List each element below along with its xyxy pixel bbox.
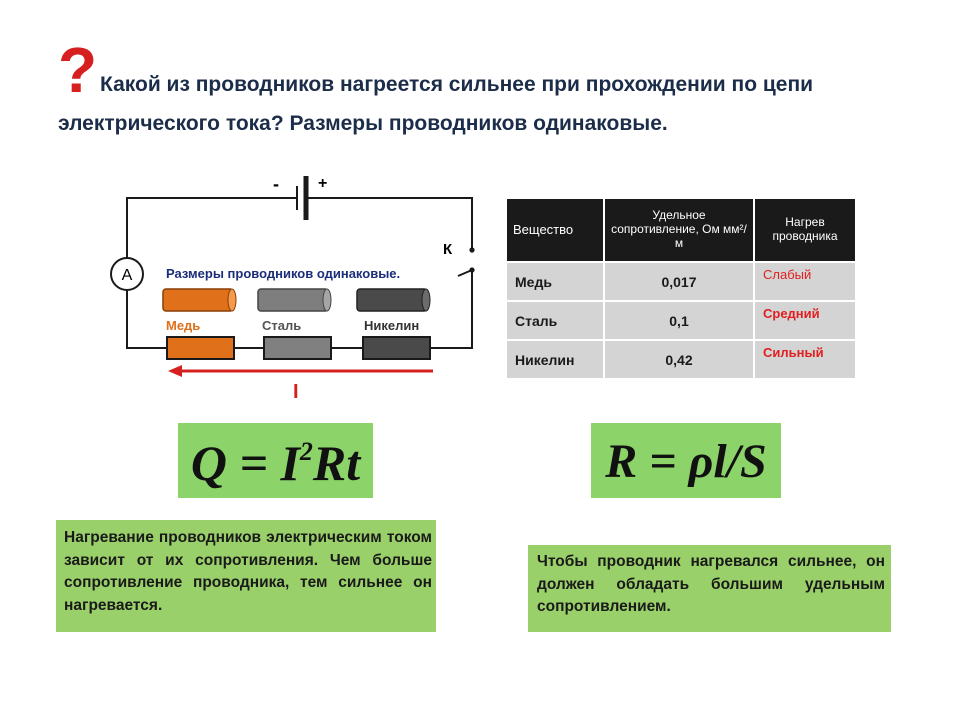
question-line-2: электрического тока? Размеры проводников одинаковые. [58, 112, 668, 135]
current-label: I [293, 381, 299, 403]
sample-nickeline-rod [357, 289, 430, 311]
battery-minus-label: - [273, 174, 279, 194]
note-right: Чтобы проводник нагревался сильнее, он должен обладать большим удельным сопротивлением. [537, 553, 885, 615]
table-header-row [507, 199, 855, 261]
cell-resistivity: 0,42 [605, 341, 753, 378]
cell-substance: Никелин [507, 341, 603, 378]
cell-resistivity: 0,1 [605, 302, 753, 339]
label-nickeline: Никелин [364, 318, 420, 333]
cell-substance: Медь [507, 263, 603, 300]
battery-plus-label: + [318, 175, 328, 192]
label-steel: Сталь [262, 318, 302, 333]
joule-formula-lhs: Q = I [190, 435, 300, 491]
circuit-svg [100, 170, 480, 410]
joule-formula [178, 423, 373, 498]
wire-bottom-left [127, 290, 167, 348]
table-row [507, 263, 855, 300]
header-substance: Вещество [507, 199, 603, 261]
sample-steel-rod [258, 289, 331, 311]
joule-formula-exponent: 2 [299, 437, 313, 466]
wire-bottom-right [431, 270, 472, 348]
header-heating: Нагрев проводника [755, 199, 855, 261]
table-row [507, 341, 855, 378]
joule-formula-rhs: Rt [312, 435, 361, 491]
table-row [507, 302, 855, 339]
question-line-1: Какой из проводников нагреется сильнее при прохождении по цепи [100, 73, 814, 96]
circuit-diagram [100, 170, 480, 410]
question-mark: ? [58, 34, 98, 106]
switch-contact-top [469, 247, 474, 252]
cell-heating: Слабый [755, 263, 855, 300]
resistance-formula: R = ρl/S [591, 423, 781, 498]
switch-lever-icon [458, 270, 472, 276]
resistor-nickeline [363, 337, 430, 359]
ammeter-label: A [121, 267, 133, 284]
resistivity-table [505, 197, 857, 380]
resistor-copper [167, 337, 234, 359]
sample-copper-rod [163, 289, 236, 311]
note-left: Нагревание проводников электрическим током зависит от их сопротивления. Чем больше сопротивление проводника, тем сильнее он нагревается. [64, 529, 432, 614]
cell-heating: Сильный [755, 341, 855, 378]
circuit-caption: Размеры проводников одинаковые. [166, 266, 401, 281]
switch-label: К [443, 241, 453, 258]
wire-top-left [127, 198, 296, 258]
cell-heating: Средний [755, 302, 855, 339]
resistor-steel [264, 337, 331, 359]
header-resistivity: Удельное сопротивление, Ом мм²/м [605, 199, 753, 261]
current-arrow-icon [168, 365, 182, 377]
cell-resistivity: 0,017 [605, 263, 753, 300]
cell-substance: Сталь [507, 302, 603, 339]
label-copper: Медь [166, 318, 201, 333]
